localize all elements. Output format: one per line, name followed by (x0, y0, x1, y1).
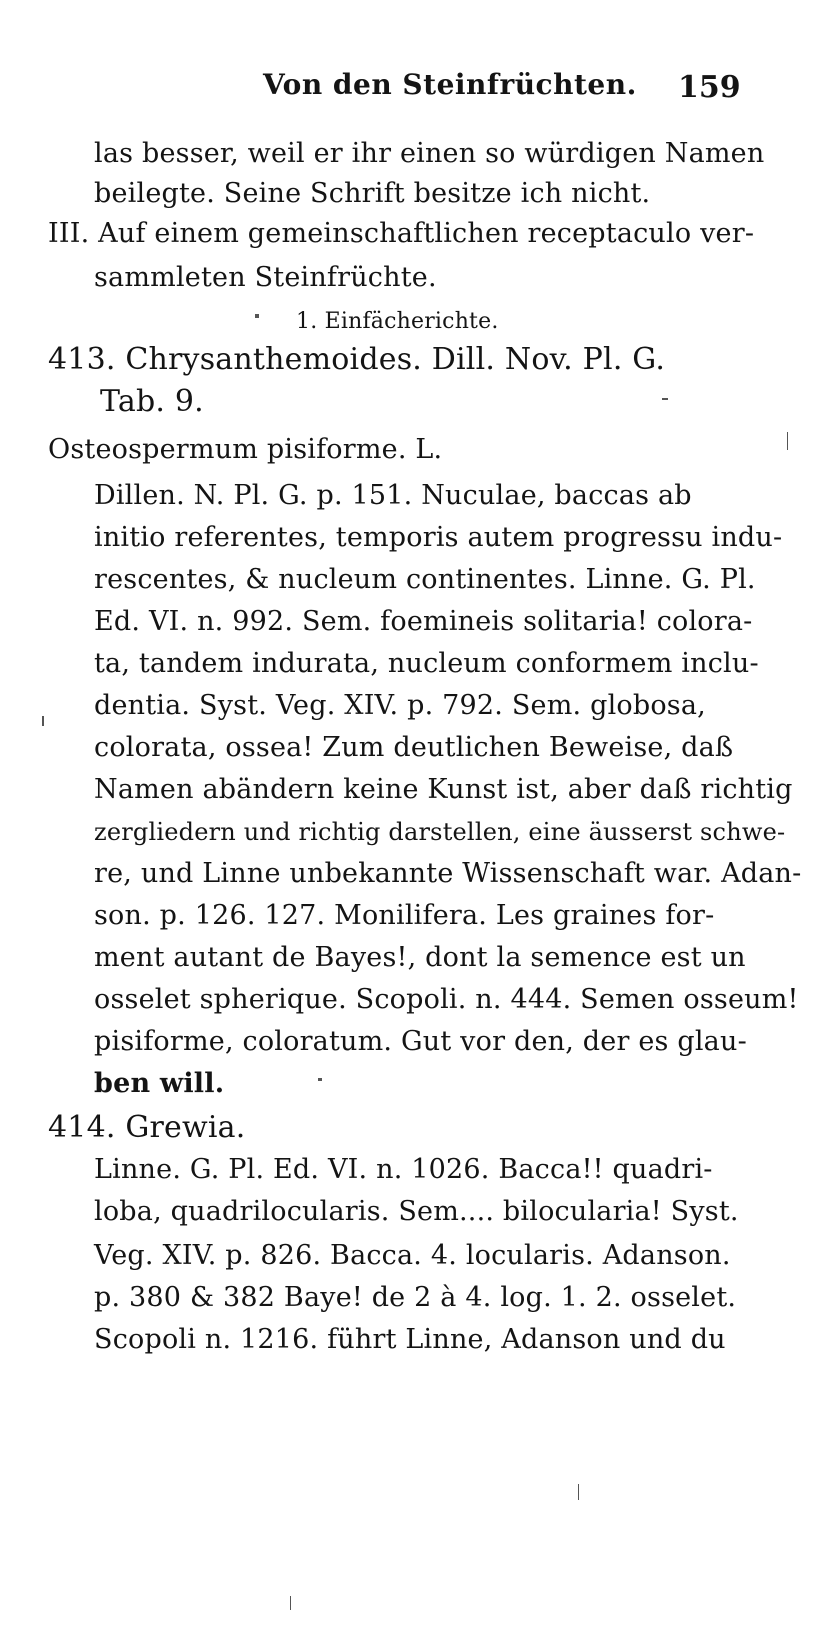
text-line: re, und Linne unbekannte Wissenschaft war. Adan- (94, 858, 802, 889)
section-heading: III. Auf einem gemeinschaftlichen receptaculo ver- (48, 218, 755, 249)
running-title: Von den Steinfrüchten. (263, 68, 637, 101)
entry-heading-continued: Tab. 9. (100, 384, 204, 419)
text-line: Dillen. N. Pl. G. p. 151. Nuculae, baccas ab (94, 480, 692, 511)
page-number: 159 (678, 70, 741, 105)
entry-heading-414: 414. Grewia. (48, 1110, 246, 1145)
text-line: p. 380 & 382 Baye! de 2 à 4. log. 1. 2. osselet. (94, 1282, 737, 1313)
text-line: ben will. (94, 1068, 225, 1099)
text-line: Linne. G. Pl. Ed. VI. n. 1026. Bacca!! quadri- (94, 1154, 713, 1185)
entry-heading-413 (48, 340, 665, 380)
text-line: initio referentes, temporis autem progressu indu- (94, 522, 783, 553)
text-line: Scopoli n. 1216. führt Linne, Adanson und du (94, 1324, 726, 1355)
text-line: Ed. VI. n. 992. Sem. foemineis solitaria! colora- (94, 606, 753, 637)
text-line: ta, tandem indurata, nucleum conformem inclu- (94, 648, 759, 679)
ink-speck (290, 1596, 291, 1610)
text-line: beilegte. Seine Schrift besitze ich nicht. (94, 178, 651, 209)
ink-speck (578, 1484, 579, 1500)
text-line: zergliedern und richtig darstellen, eine äusserst schwe- (94, 818, 786, 846)
text-line: ment autant de Bayes!, dont la semence est un (94, 942, 746, 973)
text-line: osselet spherique. Scopoli. n. 444. Semen osseum! (94, 984, 799, 1015)
ink-speck (255, 314, 259, 318)
ink-speck (42, 716, 44, 726)
text-line: colorata, ossea! Zum deutlichen Beweise, daß (94, 732, 734, 763)
ink-speck (787, 432, 788, 450)
text-line: loba, quadrilocularis. Sem.... bilocularia! Syst. (94, 1196, 739, 1227)
page-header (0, 64, 830, 114)
section-heading-continued: sammleten Steinfrüchte. (94, 262, 437, 293)
entry-heading-text: 413. Chrysanthemoides. Dill. Nov. Pl. G. (48, 342, 666, 377)
text-line: las besser, weil er ihr einen so würdigen Namen (94, 138, 765, 169)
text-line: pisiforme, coloratum. Gut vor den, der es glau- (94, 1026, 747, 1057)
text-line: Veg. XIV. p. 826. Bacca. 4. locularis. Adanson. (94, 1240, 731, 1271)
synonym-line: Osteospermum pisiforme. L. (48, 434, 443, 465)
text-line: rescentes, & nucleum continentes. Linne. G. Pl. (94, 564, 756, 595)
text-line: dentia. Syst. Veg. XIV. p. 792. Sem. globosa, (94, 690, 706, 721)
text-line: Namen abändern keine Kunst ist, aber daß richtig (94, 774, 793, 805)
text-line: son. p. 126. 127. Monilifera. Les graines for- (94, 900, 715, 931)
subsection-heading: 1. Einfächerichte. (296, 309, 499, 334)
ink-speck (662, 398, 668, 400)
ink-speck (318, 1078, 322, 1081)
